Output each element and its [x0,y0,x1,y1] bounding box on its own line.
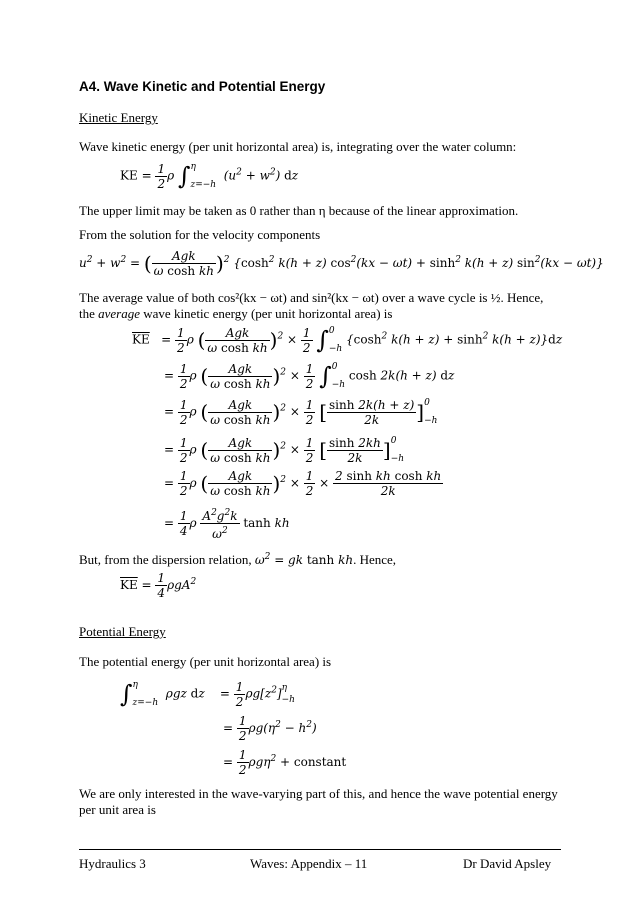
derivation-line-5: = $\frac{1}{2}$ ρ ( $\frac{\text{Agk}}{\text{ω cosh kh}}$ )$^2$ × $\frac{1}{2}$ × $\frac{\text{2 sinh kh cosh kh}}{2k}$ [164,469,442,498]
closing-text-1: We are only interested in the wave-varying part of this, and hence the wave potential energy [79,786,558,801]
dispersion-text: But, from the dispersion relation, $\omega^2$ = gk tanh kh. Hence, [79,552,397,567]
ke-result: $\overline{KE}$ = $\frac{1}{4}$ ρgA$^2$ [120,571,197,600]
average-text-2: the average wave kinetic energy (per unit horizontal area) is [79,306,393,321]
footer-left: Hydraulics 3 [79,856,146,871]
equation-velocity-squared: $u^2 + w^2$ = ( $\frac{\text{Agk}}{\text{ω cosh kh}}$ )$^2$ {$\cosh^2$ k(h + z) $\cos^2(kx - \omega t) + \sinh^2 k(h + z) \sin^2(kx - \omega t)$} [79,249,604,278]
derivation-line-4: = $\frac{1}{2}$ ρ ( $\frac{\text{Agk}}{\text{ω cosh kh}}$ )$^2$ × $\frac{1}{2}$ [ $\frac{\sinh 2kh}{2k}$ ] 0 −h [164,435,405,465]
derivation-line-6: = $\frac{1}{4}$ ρ $\frac{A^2g^2k}{\omega^2}$ tanh kh [164,508,290,541]
potential-line-2: = $\frac{1}{2}$ $\rho g(\eta^2 - h^2)$ [223,714,317,743]
potential-intro: The potential energy (per unit horizontal area) is [79,654,332,669]
velocity-text: From the solution for the velocity components [79,227,321,242]
potential-energy-title: Potential Energy [79,624,166,639]
kinetic-energy-title: Kinetic Energy [79,110,158,125]
closing-text-2: per unit area is [79,802,156,817]
average-text-1: The average value of both cos²(kx − ωt) and sin²(kx − ωt) over a wave cycle is ½. Hence, [79,290,544,305]
equation-ke-integral: KE = $\frac{1}{2}$ ρ ∫ η z=−h $(u^2 + w^2)$ dz [120,161,299,191]
potential-line-1: ∫ η z=−h ρgz dz = $\frac{1}{2}$ $\rho g[z^2]$ η −h [120,679,295,709]
potential-line-3: = $\frac{1}{2}$ ρgη$^2$ + constant [223,748,347,777]
upper-limit-text: The upper limit may be taken as 0 rather than η because of the linear approximation. [79,203,519,218]
footer-divider [79,849,561,850]
section-heading: A4. Wave Kinetic and Potential Energy [79,79,326,94]
kinetic-intro: Wave kinetic energy (per unit horizontal area) is, integrating over the water column: [79,139,517,154]
derivation-line-1: $\overline{KE}$ = $\frac{1}{2}$ ρ ( $\frac{\text{Agk}}{\text{ω cosh kh}}$ )$^2$ × $\frac{1}{2}$ ∫ 0 −h {$\cosh^2$ $k(h + z) + \sinh^2 k(h + z)\}dz$ [132,325,563,355]
footer-right: Dr David Apsley [463,856,552,871]
footer-center: Waves: Appendix – 11 [250,856,368,871]
derivation-line-3: = $\frac{1}{2}$ ρ ( $\frac{\text{Agk}}{\text{ω cosh kh}}$ )$^2$ × $\frac{1}{2}$ [ $\frac{\sinh 2k(h + z)}{2k}$ ] 0 −h [164,397,438,427]
derivation-line-2: = $\frac{1}{2}$ ρ ( $\frac{\text{Agk}}{\text{ω cosh kh}}$ )$^2$ × $\frac{1}{2}$ ∫ 0 −h cosh 2k(h + z) dz [164,361,455,391]
